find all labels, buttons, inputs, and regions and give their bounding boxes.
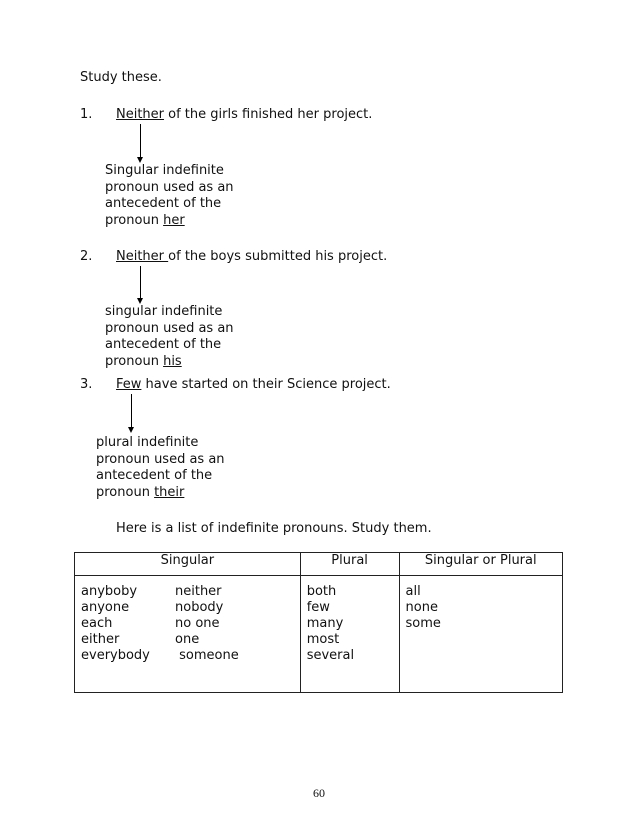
- example-keyword: Neither: [116, 249, 169, 264]
- pronoun: nobody: [175, 600, 224, 615]
- example-note: [96, 435, 225, 501]
- example-rest: of the boys submitted his project.: [168, 249, 388, 264]
- table-header-row: [75, 553, 563, 576]
- pronoun: neither: [175, 584, 222, 599]
- pronoun: both: [306, 584, 337, 599]
- list-item: [81, 584, 294, 600]
- arrow-icon: [131, 394, 132, 429]
- list-item: [81, 648, 294, 664]
- pronoun: either: [81, 632, 120, 647]
- pronoun: anyone: [81, 600, 130, 615]
- note-line: pronoun used as an: [96, 451, 225, 467]
- singular-cell: [75, 576, 301, 693]
- intro-text: Study these.: [80, 70, 162, 85]
- pronoun: one: [175, 632, 200, 647]
- pronoun: no one: [175, 616, 220, 631]
- note-line: pronoun used as an: [105, 320, 234, 336]
- note-line: antecedent of the: [105, 337, 222, 352]
- list-item: [81, 632, 294, 648]
- example-sentence: [116, 377, 391, 393]
- example-keyword: Few: [116, 377, 142, 392]
- example-note: [105, 163, 234, 229]
- plural-cell: [300, 576, 399, 693]
- list-intro: Here is a list of indefinite pronouns. Study them.: [116, 521, 432, 536]
- header-singular: Singular: [75, 553, 301, 576]
- pronoun: someone: [175, 648, 239, 663]
- list-item: [81, 616, 294, 632]
- example-rest: of the girls finished her project.: [164, 107, 373, 122]
- pronoun-table: [74, 552, 563, 693]
- either-cell: [399, 576, 562, 693]
- example-rest: have started on their Science project.: [141, 377, 391, 392]
- arrow-icon: [140, 124, 141, 159]
- example-number: 3.: [80, 377, 93, 392]
- pronoun: several: [306, 648, 355, 663]
- arrow-icon: [140, 266, 141, 300]
- pronoun: few: [306, 600, 330, 615]
- pronoun: none: [405, 600, 438, 615]
- example-sentence: [116, 249, 387, 265]
- pronoun: all: [405, 584, 421, 599]
- note-line: antecedent of the: [96, 468, 213, 483]
- header-singular-or-plural: Singular or Plural: [399, 553, 562, 576]
- example-note: [105, 304, 234, 370]
- note-pronoun: their: [154, 484, 185, 500]
- header-plural: Plural: [300, 553, 399, 576]
- example-sentence: [116, 107, 372, 123]
- pronoun: each: [81, 616, 113, 631]
- pronoun: some: [405, 616, 441, 631]
- note-line: singular indefinite: [105, 304, 223, 319]
- example-number: 1.: [80, 107, 93, 122]
- example-keyword: Neither: [116, 107, 165, 122]
- note-line: pronoun: [96, 484, 155, 500]
- page-number: 60: [313, 786, 325, 800]
- note-pronoun: his: [163, 353, 182, 369]
- pronoun: most: [306, 632, 340, 647]
- example-number: 2.: [80, 249, 93, 264]
- note-line: pronoun used as an: [105, 179, 234, 195]
- note-pronoun: her: [163, 212, 185, 228]
- note-line: plural indefinite: [96, 435, 199, 450]
- note-line: Singular indefinite: [105, 163, 224, 178]
- pronoun: many: [306, 616, 344, 631]
- pronoun: anyboby: [81, 584, 138, 599]
- list-item: [81, 600, 294, 616]
- note-line: pronoun: [105, 212, 164, 228]
- pronoun: everybody: [81, 648, 150, 663]
- table-row: [75, 576, 563, 693]
- note-line: antecedent of the: [105, 196, 222, 211]
- note-line: pronoun: [105, 353, 164, 369]
